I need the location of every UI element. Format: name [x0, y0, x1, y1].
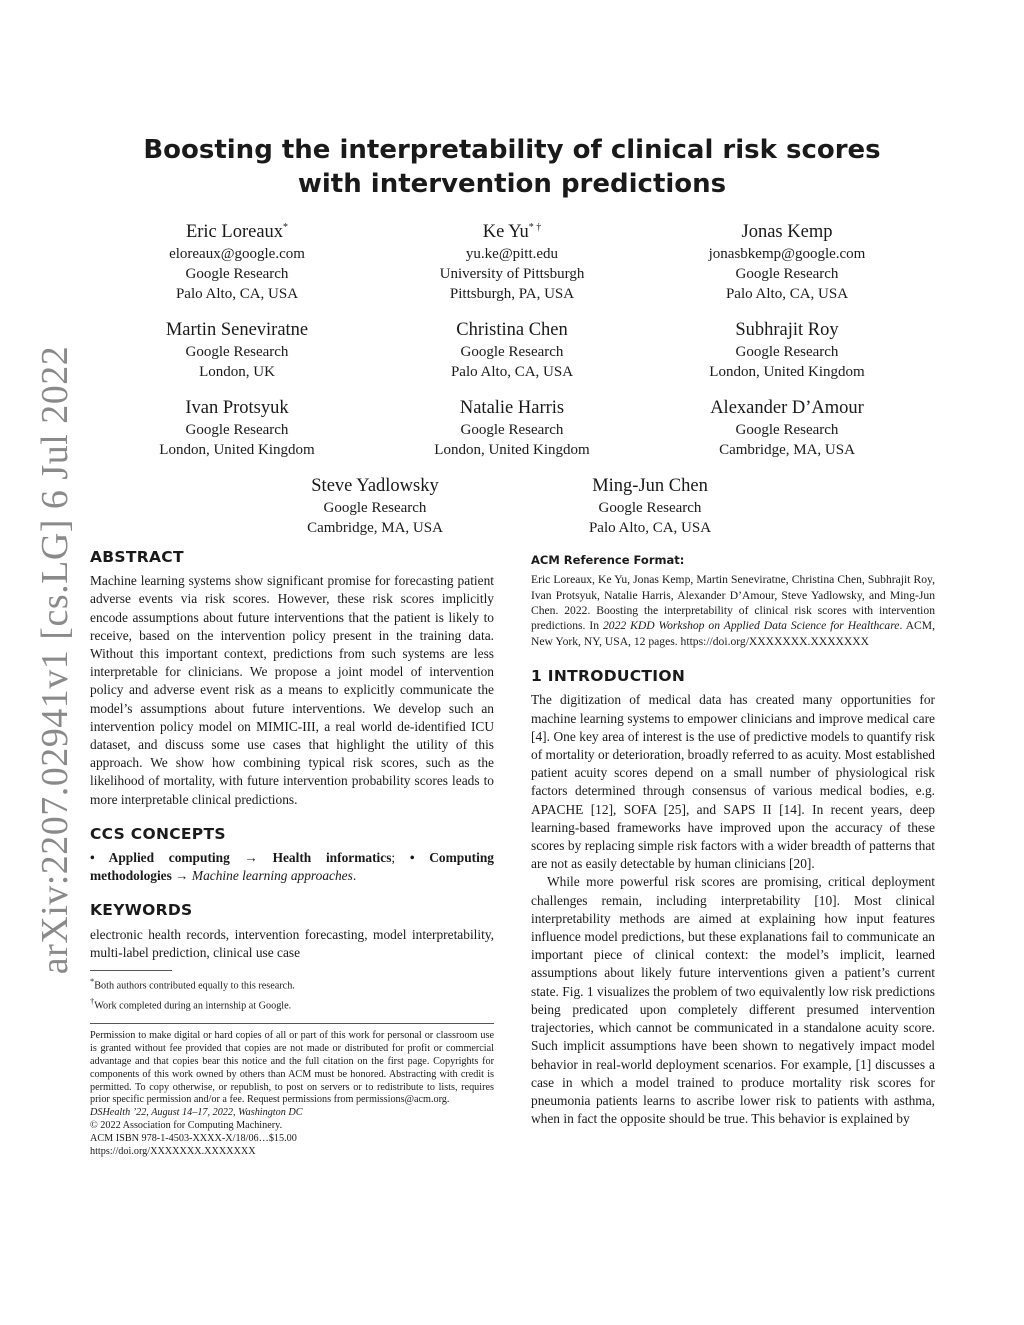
author-location: London, United Kingdom: [709, 364, 865, 380]
ccs-heading: CCS CONCEPTS: [90, 824, 226, 843]
author-name: Eric Loreaux*: [185, 221, 289, 242]
author-location: London, United Kingdom: [434, 442, 590, 458]
author-location: London, UK: [199, 364, 275, 380]
author-location: Palo Alto, CA, USA: [450, 364, 574, 380]
author-affiliation: Google Research: [460, 344, 564, 360]
author-block: [235, 474, 515, 538]
introduction-heading: 1 INTRODUCTION: [531, 667, 686, 686]
author-location: Palo Alto, CA, USA: [725, 286, 849, 302]
author-name: Natalie Harris: [459, 398, 565, 418]
doi-line: https://doi.org/XXXXXXX.XXXXXXX: [90, 1145, 256, 1157]
abstract-text: Machine learning systems show significant promise for forecasting patient adverse events via risk scores. However, these risk scores implicitly encode assumptions about future interventions that the patient is likely to receive, based on the intervention policy present in the training data. Without this important context, predictions from such systems are less interpretable for clinicians. We propose a joint model of intervention policy and adverse event risk as a means to explicitly communicate the model’s assumptions about future interventions. We develop such an intervention policy model on MIMIC-III, a real world de-identified ICU dataset, and discuss some use cases that highlight the utility of this approach. We show how combining typical risk scores, such as the likelihood of mortality, with future intervention probability scores leads to more interpretable clinical predictions.: [90, 573, 494, 807]
arxiv-sidebar-stamp: [25, 345, 85, 975]
keywords-text: electronic health records, intervention forecasting, model interpretability, multi-label prediction, clinical use case: [90, 926, 494, 960]
intro-paragraph: The digitization of medical data has created many opportunities for machine learning systems to empower clinicians and improve medical care [4]. One key area of interest is the use of predictive models to quantify risk of mortality or deterioration, broadly referred to as acuity. Most established patient acuity scores depend on a small number of physiological risk factors determined through consensus of various medical bodies, e.g. APACHE [12], SOFA [25], and SAPS II [14]. In recent years, deep learning-based frameworks have improved upon the accuracy of these scores by replacing simple risk factors with a wider breadth of patterns that are not as easily detectable by human clinicians [20].: [531, 692, 935, 872]
author-name: Christina Chen: [456, 320, 568, 340]
author-affiliation: Google Research: [735, 266, 839, 282]
left-column: [90, 548, 494, 1158]
author-location: Pittsburgh, PA, USA: [449, 286, 575, 302]
author-name: Subhrajit Roy: [735, 320, 839, 340]
isbn-line: ACM ISBN 978-1-4503-XXXX-X/18/06…$15.00: [90, 1132, 297, 1144]
author-block: [647, 318, 927, 382]
author-block: [647, 396, 927, 460]
author-affiliation: Google Research: [460, 422, 564, 438]
author-email: jonasbkemp@google.com: [708, 246, 866, 262]
author-name: Jonas Kemp: [741, 222, 833, 242]
abstract-heading: ABSTRACT: [90, 548, 184, 566]
conference-venue: DSHealth ’22, August 14–17, 2022, Washington DC: [90, 1107, 303, 1119]
author-affiliation: Google Research: [598, 500, 702, 516]
author-email: yu.ke@pitt.edu: [465, 246, 559, 262]
author-location: London, United Kingdom: [159, 442, 315, 458]
author-location: Palo Alto, CA, USA: [588, 520, 712, 536]
right-column: [531, 551, 935, 1128]
author-block: [510, 474, 790, 538]
author-block: [372, 220, 652, 304]
author-location: Cambridge, MA, USA: [719, 442, 855, 458]
author-name: Martin Seneviratne: [165, 320, 309, 340]
author-location: Palo Alto, CA, USA: [175, 286, 299, 302]
intro-paragraph: While more powerful risk scores are promising, critical deployment challenges remain, including interpretability [10]. Most clinical interpretability methods are aimed at explaining how input features influence model predictions, but these explanations fail to communicate an important piece of clinical context: the model’s implicit, learned assumptions about likely future interventions given a patient’s current state. Fig. 1 visualizes the problem of two equivalently low risk predictions being predicated upon completely different presumed intervention trajectories, which cannot be communicated in a standalone acuity score. Such implicit assumptions have been shown to negatively impact model behavior in real-world deployment scenarios. For example, [1] discusses a case in which a model trained to produce mortality risk scores for pneumonia patients learns to ascribe lower risk to patients with asthma, when in fact the opposite should be true. This behavior is explained by: [531, 874, 935, 1127]
author-affiliation: Google Research: [185, 266, 289, 282]
author-name: Ming-Jun Chen: [592, 476, 708, 496]
author-block: [97, 318, 377, 382]
permission-notice: Permission to make digital or hard copies of all or part of this work for personal or classroom use is granted without fee provided that copies are not made or distributed for profit or commercial advantage and that copies bear this notice and the full citation on the first page. Copyrights for components of this work owned by others than ACM must be honored. Abstracting with credit is permitted. To copy otherwise, or republish, to post on servers or to redistribute to lists, requires prior specific permission and/or a fee. Request permissions from permissions@acm.org.: [90, 1030, 494, 1106]
author-affiliation: Google Research: [735, 422, 839, 438]
author-email: eloreaux@google.com: [169, 246, 305, 262]
author-name: Alexander D’Amour: [710, 398, 864, 418]
author-affiliation: Google Research: [185, 422, 289, 438]
permission-divider: [90, 1023, 494, 1024]
ccs-text: • Applied computing → Health informatics; • Computing methodologies → Machine learning approaches.: [90, 850, 494, 884]
author-location: Cambridge, MA, USA: [307, 520, 443, 536]
author-affiliation: Google Research: [735, 344, 839, 360]
author-affiliation: University of Pittsburgh: [439, 266, 585, 282]
author-block: [97, 396, 377, 460]
author-block: [97, 220, 377, 304]
author-name: Ivan Protsyuk: [185, 398, 289, 418]
copyright-line: © 2022 Association for Computing Machinery.: [90, 1120, 283, 1132]
author-block: [372, 396, 652, 460]
author-name: Ke Yu* †: [482, 221, 542, 242]
author-block: [647, 220, 927, 304]
author-affiliation: Google Research: [323, 500, 427, 516]
acm-reference-text: Eric Loreaux, Ke Yu, Jonas Kemp, Martin Seneviratne, Christina Chen, Subhrajit Roy, Ivan Protsyuk, Natalie Harris, Alexander D’Amour, Steve Yadlowsky, and Ming-Jun Chen. 2022. Boosting the interpretability of clinical risk scores with intervention predictions. In 2022 KDD Workshop on Applied Data Science for Healthcare. ACM, New York, NY, USA, 12 pages. https://doi.org/XXXXXXX.XXXXXXX: [531, 573, 935, 648]
keywords-heading: KEYWORDS: [90, 901, 193, 920]
footnote-dagger: †Work completed during an internship at Google.: [90, 996, 292, 1012]
paper-title: Boosting the interpretability of clinical risk scores with intervention predictions: [143, 135, 881, 199]
acm-reference-heading: ACM Reference Format:: [531, 553, 685, 567]
author-block: [372, 318, 652, 382]
arxiv-id: arXiv:2207.02941v1 [cs.LG] 6 Jul 2022: [34, 345, 76, 975]
footnote-star: *Both authors contributed equally to this research.: [90, 976, 295, 992]
author-affiliation: Google Research: [185, 344, 289, 360]
footnote-divider: [90, 970, 172, 971]
author-name: Steve Yadlowsky: [311, 476, 439, 496]
